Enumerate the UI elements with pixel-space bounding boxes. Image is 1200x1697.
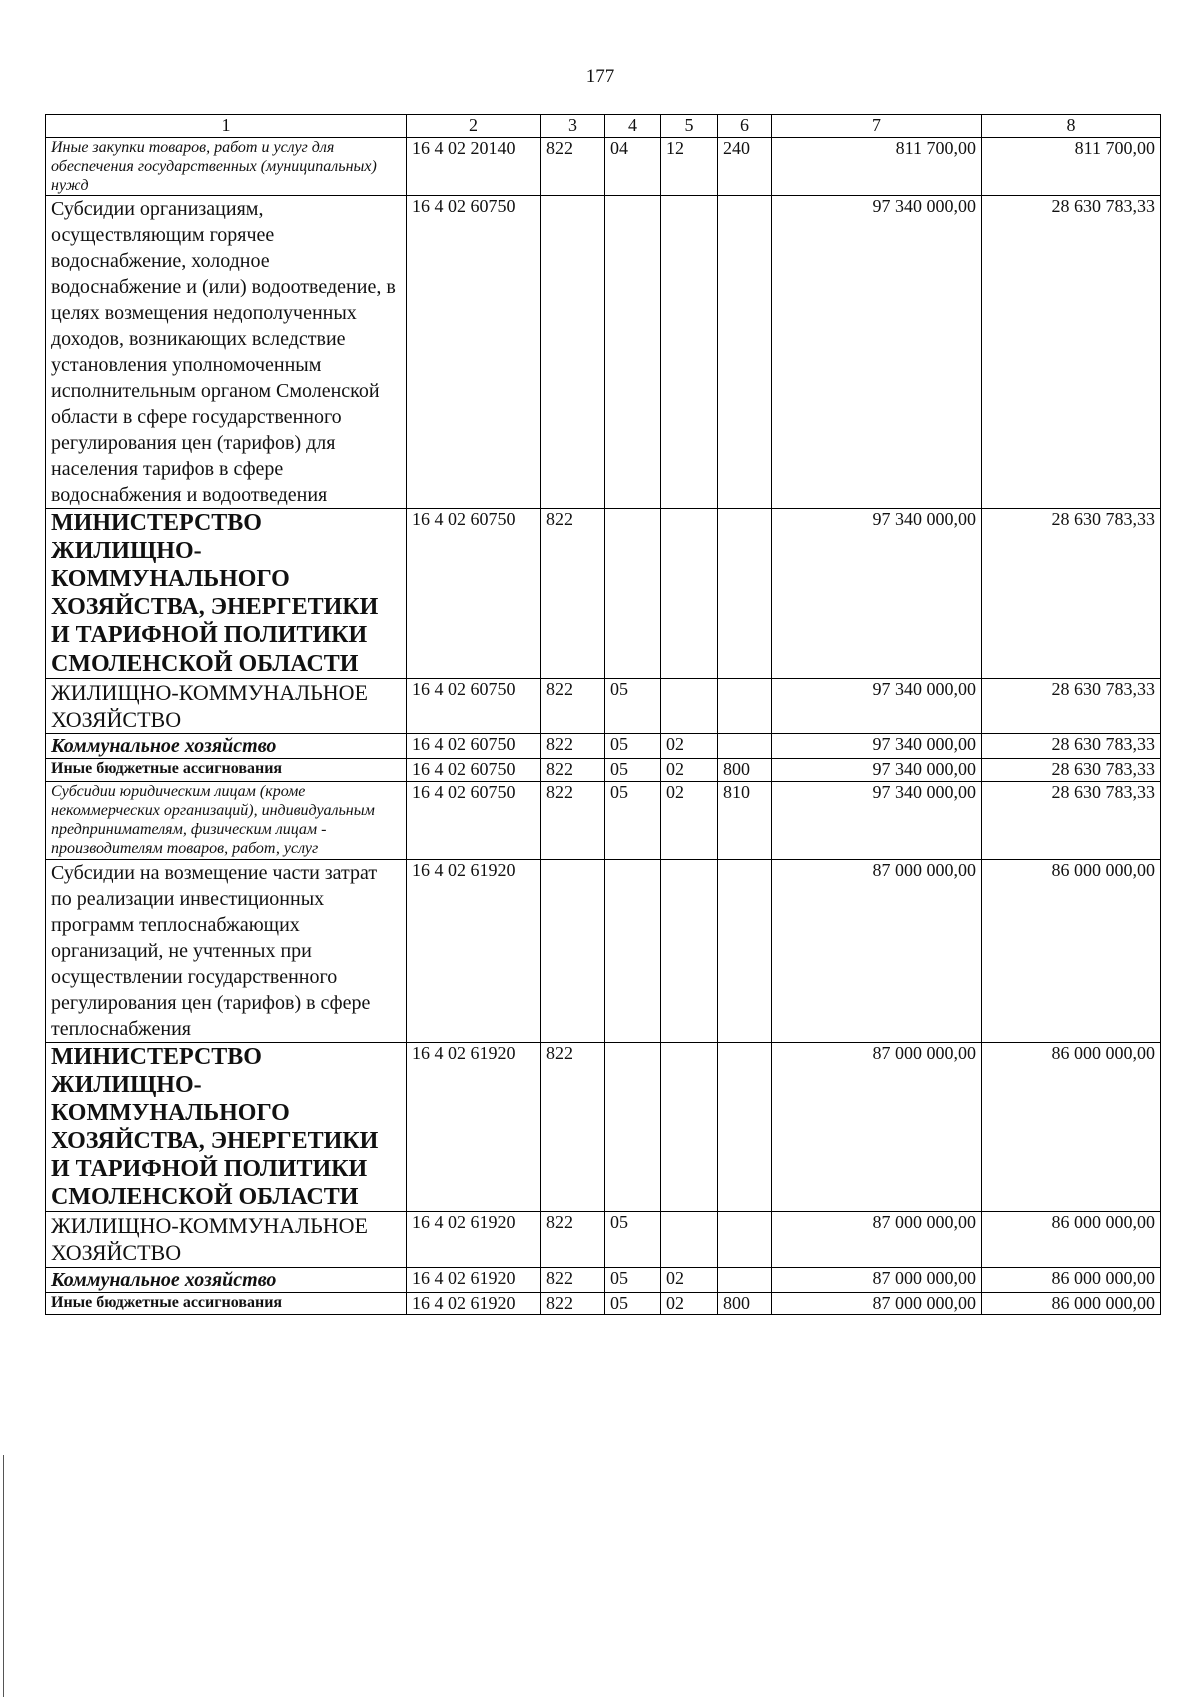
page-number: 177 [585, 66, 615, 87]
row-expense-type-code: 810 [718, 781, 772, 859]
row-subsection-code: 02 [661, 1267, 718, 1292]
row-amount-2: 86 000 000,00 [982, 1211, 1161, 1267]
row-amount-1: 87 000 000,00 [772, 1211, 982, 1267]
row-section-code [605, 1042, 661, 1211]
row-amount-2: 86 000 000,00 [982, 859, 1161, 1042]
row-amount-1: 97 340 000,00 [772, 781, 982, 859]
row-expense-type-code [718, 196, 772, 509]
row-target-code: 16 4 02 61920 [407, 1292, 541, 1315]
row-grbs-code [541, 196, 605, 509]
row-subsection-code [661, 1211, 718, 1267]
row-subsection-code [661, 509, 718, 678]
row-grbs-code: 822 [541, 1042, 605, 1211]
row-grbs-code: 822 [541, 781, 605, 859]
row-expense-type-code: 800 [718, 759, 772, 782]
column-number-5: 5 [661, 115, 718, 138]
row-amount-1: 97 340 000,00 [772, 509, 982, 678]
row-subsection-code [661, 196, 718, 509]
row-expense-type-code [718, 734, 772, 759]
row-name [46, 1211, 407, 1267]
table-body [46, 115, 1161, 1315]
row-amount-1: 97 340 000,00 [772, 759, 982, 782]
row-amount-1: 87 000 000,00 [772, 1267, 982, 1292]
row-subsection-code: 02 [661, 734, 718, 759]
table-row [46, 759, 1161, 782]
table-row [46, 734, 1161, 759]
row-name [46, 1042, 407, 1211]
table-row [46, 1267, 1161, 1292]
row-target-code: 16 4 02 61920 [407, 1042, 541, 1211]
row-section-code: 05 [605, 781, 661, 859]
row-expense-type-code [718, 1042, 772, 1211]
row-amount-2: 28 630 783,33 [982, 734, 1161, 759]
row-section-code: 05 [605, 1267, 661, 1292]
row-amount-1: 87 000 000,00 [772, 859, 982, 1042]
row-section-code [605, 509, 661, 678]
row-section-code: 05 [605, 734, 661, 759]
row-target-code: 16 4 02 20140 [407, 137, 541, 196]
row-expense-type-code [718, 1267, 772, 1292]
row-amount-2: 28 630 783,33 [982, 678, 1161, 734]
row-grbs-code: 822 [541, 1211, 605, 1267]
row-name [46, 678, 407, 734]
row-expense-type-code [718, 509, 772, 678]
row-name-text: Коммунальное хозяйство [51, 1268, 277, 1291]
row-name [46, 1292, 407, 1315]
row-target-code: 16 4 02 60750 [407, 734, 541, 759]
table-row [46, 1042, 1161, 1211]
row-subsection-code [661, 678, 718, 734]
row-target-code: 16 4 02 61920 [407, 859, 541, 1042]
table-row [46, 1292, 1161, 1315]
row-amount-2: 28 630 783,33 [982, 509, 1161, 678]
row-name-text: Коммунальное хозяйство [51, 735, 277, 758]
row-amount-1: 97 340 000,00 [772, 196, 982, 509]
row-amount-2: 86 000 000,00 [982, 1042, 1161, 1211]
column-number-6: 6 [718, 115, 772, 138]
row-grbs-code: 822 [541, 137, 605, 196]
row-amount-2: 28 630 783,33 [982, 196, 1161, 509]
row-section-code [605, 196, 661, 509]
table-row [46, 678, 1161, 734]
row-amount-1: 811 700,00 [772, 137, 982, 196]
row-target-code: 16 4 02 60750 [407, 759, 541, 782]
row-subsection-code: 02 [661, 1292, 718, 1315]
row-section-code: 05 [605, 1292, 661, 1315]
table-row [46, 509, 1161, 678]
column-number-4: 4 [605, 115, 661, 138]
row-subsection-code: 02 [661, 781, 718, 859]
budget-table [45, 114, 1161, 1315]
row-name-text: Субсидии юридическим лицам (кроме некоммерческих организаций), индивидуальным предпринимателям, физическим лицам - производителям товаров, работ, услуг [51, 782, 375, 858]
row-target-code: 16 4 02 60750 [407, 509, 541, 678]
row-name-text: Иные закупки товаров, работ и услуг для обеспечения государственных (муниципальных) нужд [51, 138, 377, 194]
row-name-text: МИНИСТЕРСТВО ЖИЛИЩНО-КОММУНАЛЬНОГО ХОЗЯЙСТВА, ЭНЕРГЕТИКИ И ТАРИФНОЙ ПОЛИТИКИ СМОЛЕНСКОЙ ОБЛАСТИ [51, 510, 379, 677]
row-expense-type-code [718, 859, 772, 1042]
row-section-code: 04 [605, 137, 661, 196]
row-grbs-code: 822 [541, 1267, 605, 1292]
row-target-code: 16 4 02 61920 [407, 1211, 541, 1267]
table-row [46, 196, 1161, 509]
row-section-code: 05 [605, 678, 661, 734]
table-row [46, 859, 1161, 1042]
row-subsection-code [661, 1042, 718, 1211]
column-number-2: 2 [407, 115, 541, 138]
row-amount-1: 97 340 000,00 [772, 678, 982, 734]
row-amount-2: 86 000 000,00 [982, 1292, 1161, 1315]
row-section-code: 05 [605, 1211, 661, 1267]
row-grbs-code [541, 859, 605, 1042]
row-grbs-code: 822 [541, 1292, 605, 1315]
row-amount-1: 87 000 000,00 [772, 1042, 982, 1211]
row-amount-2: 28 630 783,33 [982, 781, 1161, 859]
row-expense-type-code [718, 678, 772, 734]
row-name [46, 781, 407, 859]
row-grbs-code: 822 [541, 678, 605, 734]
table-row [46, 137, 1161, 196]
row-expense-type-code: 800 [718, 1292, 772, 1315]
row-section-code [605, 859, 661, 1042]
row-name-text: ЖИЛИЩНО-КОММУНАЛЬНОЕ ХОЗЯЙСТВО [51, 1212, 368, 1266]
row-amount-2: 86 000 000,00 [982, 1267, 1161, 1292]
row-grbs-code: 822 [541, 509, 605, 678]
row-name [46, 1267, 407, 1292]
row-name-text: Субсидии на возмещение части затрат по реализации инвестиционных программ теплоснабжающих организаций, не учтенных при осуществлении государственного регулирования цен (тарифов) в сфере теплоснабжения [51, 861, 378, 1040]
table-row [46, 781, 1161, 859]
row-subsection-code: 12 [661, 137, 718, 196]
row-name-text: МИНИСТЕРСТВО ЖИЛИЩНО-КОММУНАЛЬНОГО ХОЗЯЙСТВА, ЭНЕРГЕТИКИ И ТАРИФНОЙ ПОЛИТИКИ СМОЛЕНСКОЙ ОБЛАСТИ [51, 1043, 379, 1210]
row-target-code: 16 4 02 61920 [407, 1267, 541, 1292]
page-margin-line [3, 1455, 4, 1697]
row-target-code: 16 4 02 60750 [407, 678, 541, 734]
row-target-code: 16 4 02 60750 [407, 781, 541, 859]
row-amount-2: 811 700,00 [982, 137, 1161, 196]
row-name-text: ЖИЛИЩНО-КОММУНАЛЬНОЕ ХОЗЯЙСТВО [51, 679, 368, 732]
column-number-8: 8 [982, 115, 1161, 138]
row-target-code: 16 4 02 60750 [407, 196, 541, 509]
row-expense-type-code: 240 [718, 137, 772, 196]
row-name-text: Субсидии организациям, осуществляющим горячее водоснабжение, холодное водоснабжение и (или) водоотведение, в целях возмещения недополученных доходов, возникающих вследствие установления уполномоченным исполнительным органом Смоленской области в сфере государственного регулирования цен (тарифов) для населения тарифов в сфере водоснабжения и водоотведения [51, 198, 396, 507]
row-amount-1: 97 340 000,00 [772, 734, 982, 759]
row-name [46, 759, 407, 782]
row-name-text: Иные бюджетные ассигнования [51, 760, 283, 778]
row-name [46, 734, 407, 759]
column-number-7: 7 [772, 115, 982, 138]
row-grbs-code: 822 [541, 759, 605, 782]
column-number-row [46, 115, 1161, 138]
column-number-1: 1 [46, 115, 407, 138]
row-expense-type-code [718, 1211, 772, 1267]
column-number-3: 3 [541, 115, 605, 138]
row-amount-1: 87 000 000,00 [772, 1292, 982, 1315]
row-amount-2: 28 630 783,33 [982, 759, 1161, 782]
row-section-code: 05 [605, 759, 661, 782]
row-name [46, 196, 407, 509]
row-name [46, 509, 407, 678]
row-name-text: Иные бюджетные ассигнования [51, 1293, 283, 1311]
table-row [46, 1211, 1161, 1267]
row-name [46, 859, 407, 1042]
row-grbs-code: 822 [541, 734, 605, 759]
row-subsection-code [661, 859, 718, 1042]
row-name [46, 137, 407, 196]
row-subsection-code: 02 [661, 759, 718, 782]
